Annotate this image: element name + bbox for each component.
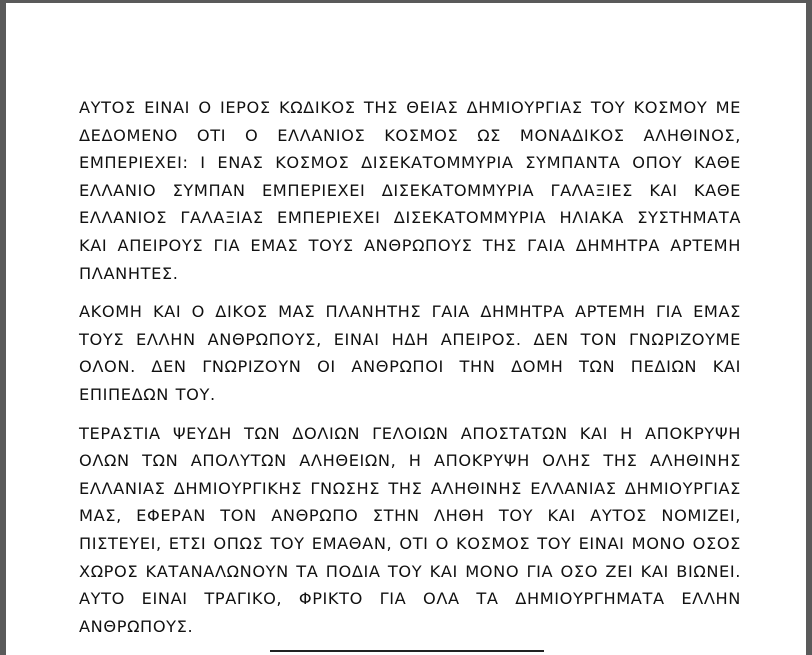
paragraph-2: ΑΚΟΜΗ ΚΑΙ Ο ΔΙΚΟΣ ΜΑΣ ΠΛΑΝΗΤΗΣ ΓΑΙΑ ΔΗΜΗΤΡΑ ΑΡΤΕΜΗ ΓΙΑ ΕΜΑΣ ΤΟΥΣ ΕΛΛΗΝ ΑΝΘΡΩΠΟΥΣ, ΕΙΝΑΙ ΗΔΗ ΑΠΕΙΡΟΣ. ΔΕΝ ΤΟΝ ΓΝΩΡΙΖΟΥΜΕ ΟΛΟΝ. ΔΕΝ ΓΝΩΡΙΖΟΥΝ ΟΙ ΑΝΘΡΩΠΟΙ ΤΗΝ ΔΟΜΗ ΤΩΝ ΠΕΔΙΩΝ ΚΑΙ ΕΠΙΠΕΔΩΝ ΤΟΥ. bbox=[79, 302, 741, 404]
paragraph-3: ΤΕΡΑΣΤΙΑ ΨΕΥΔΗ ΤΩΝ ΔΟΛΙΩΝ ΓΕΛΟΙΩΝ ΑΠΟΣΤΑΤΩΝ ΚΑΙ Η ΑΠΟΚΡΥΨΗ ΟΛΩΝ ΤΩΝ ΑΠΟΛΥΤΩΝ ΑΛΗΘΕΙΩΝ, Η ΑΠΟΚΡΥΨΗ ΟΛΗΣ ΤΗΣ ΑΛΗΘΙΝΗΣ ΕΛΛΑΝΙΑΣ ΔΗΜΙΟΥΡΓΙΚΗΣ ΓΝΩΣΗΣ ΤΗΣ ΑΛΗΘΙΝΗΣ ΕΛΛΑΝΙΑΣ ΔΗΜΙΟΥΡΓΙΑΣ ΜΑΣ, ΕΦΕΡΑΝ ΤΟΝ ΑΝΘΡΩΠΟ ΣΤΗΝ ΛΗΘΗ ΤΟΥ ΚΑΙ ΑΥΤΟΣ ΝΟΜΙΖΕΙ, ΠΙΣΤΕΥΕΙ, ΕΤΣΙ ΟΠΩΣ ΤΟΥ ΕΜΑΘΑΝ, ΟΤΙ Ο ΚΟΣΜΟΣ ΤΟΥ ΕΙΝΑΙ ΜΟΝΟ ΟΣΟΣ ΧΩΡΟΣ ΚΑΤΑΝΑΛΩΝΟΥΝ ΤΑ ΠΟΔΙΑ ΤΟΥ ΚΑΙ ΜΟΝΟ ΓΙΑ ΟΣΟ ΖΕΙ ΚΑΙ ΒΙΩΝΕΙ. ΑΥΤΟ ΕΙΝΑΙ ΤΡΑΓΙΚΟ, ΦΡΙΚΤΟ ΓΙΑ ΟΛΑ ΤΑ ΔΗΜΙΟΥΡΓΗΜΑΤΑ ΕΛΛΗΝ ΑΝΘΡΩΠΟΥΣ. bbox=[79, 423, 741, 636]
document-page bbox=[6, 3, 806, 655]
document-body bbox=[79, 94, 741, 651]
paragraph-1: ΑΥΤΟΣ ΕΙΝΑΙ Ο ΙΕΡΟΣ ΚΩΔΙΚΟΣ ΤΗΣ ΘΕΙΑΣ ΔΗΜΙΟΥΡΓΙΑΣ ΤΟΥ ΚΟΣΜΟΥ ΜΕ ΔΕΔΟΜΕΝΟ ΟΤΙ Ο ΕΛΛΑΝΙΟΣ ΚΟΣΜΟΣ ΩΣ ΜΟΝΑΔΙΚΟΣ ΑΛΗΘΙΝΟΣ, ΕΜΠΕΡΙΕΧΕΙ: Ι ΕΝΑΣ ΚΟΣΜΟΣ ΔΙΣΕΚΑΤΟΜΜΥΡΙΑ ΣΥΜΠΑΝΤΑ ΟΠΟΥ ΚΑΘΕ ΕΛΛΑΝΙΟ ΣΥΜΠΑΝ ΕΜΠΕΡΙΕΧΕΙ ΔΙΣΕΚΑΤΟΜΜΥΡΙΑ ΓΑΛΑΞΙΕΣ ΚΑΙ ΚΑΘΕ ΕΛΛΑΝΙΟΣ ΓΑΛΑΞΙΑΣ ΕΜΠΕΡΙΕΧΕΙ ΔΙΣΕΚΑΤΟΜΜΥΡΙΑ ΗΛΙΑΚΑ ΣΥΣΤΗΜΑΤΑ ΚΑΙ ΑΠΕΙΡΟΥΣ ΓΙΑ ΕΜΑΣ ΤΟΥΣ ΑΝΘΡΩΠΟΥΣ ΤΗΣ ΓΑΙΑ ΔΗΜΗΤΡΑ ΑΡΤΕΜΗ ΠΛΑΝΗΤΕΣ. bbox=[79, 98, 741, 283]
